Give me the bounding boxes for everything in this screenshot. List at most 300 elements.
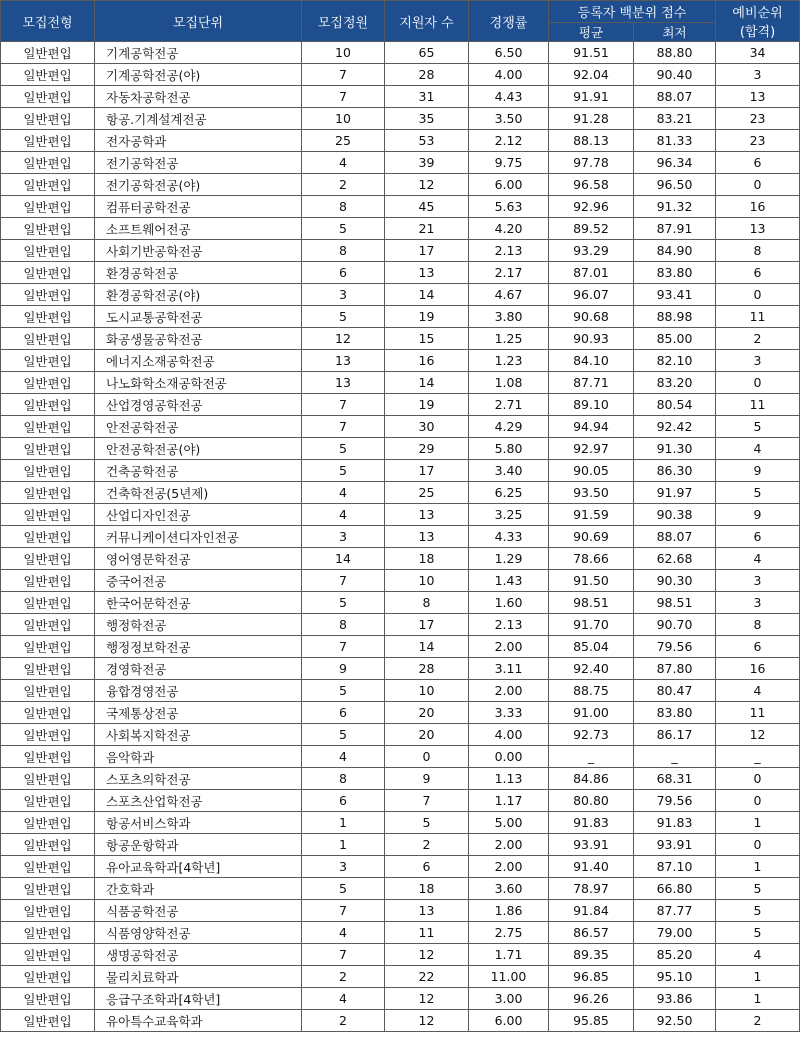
cell-ratio: 4.29 — [469, 416, 549, 438]
cell-applicants: 20 — [385, 724, 469, 746]
cell-quota: 7 — [302, 636, 385, 658]
cell-applicants: 45 — [385, 196, 469, 218]
cell-unit: 행정정보학전공 — [95, 636, 302, 658]
table-row — [1, 504, 800, 526]
cell-unit: 융합경영전공 — [95, 680, 302, 702]
cell-applicants: 17 — [385, 614, 469, 636]
cell-ratio: 3.40 — [469, 460, 549, 482]
cell-type: 일반편입 — [1, 130, 95, 152]
cell-unit: 음악학과 — [95, 746, 302, 768]
cell-avg: 92.96 — [549, 196, 634, 218]
cell-avg: _ — [549, 746, 634, 768]
table-row — [1, 372, 800, 394]
cell-ratio: 5.00 — [469, 812, 549, 834]
cell-applicants: 28 — [385, 658, 469, 680]
cell-unit: 전기공학전공 — [95, 152, 302, 174]
cell-min: 95.10 — [634, 966, 716, 988]
header-quota: 모집정원 — [302, 1, 385, 42]
cell-waitlist: 8 — [716, 614, 800, 636]
table-row — [1, 856, 800, 878]
cell-applicants: 14 — [385, 372, 469, 394]
cell-type: 일반편입 — [1, 658, 95, 680]
cell-applicants: 15 — [385, 328, 469, 350]
cell-waitlist: 9 — [716, 460, 800, 482]
table-row — [1, 526, 800, 548]
cell-applicants: 28 — [385, 64, 469, 86]
cell-quota: 6 — [302, 262, 385, 284]
cell-avg: 91.84 — [549, 900, 634, 922]
table-row — [1, 482, 800, 504]
cell-quota: 7 — [302, 86, 385, 108]
cell-ratio: 9.75 — [469, 152, 549, 174]
cell-type: 일반편입 — [1, 372, 95, 394]
cell-quota: 4 — [302, 746, 385, 768]
cell-unit: 유아특수교육학과 — [95, 1010, 302, 1032]
cell-ratio: 5.63 — [469, 196, 549, 218]
table-row — [1, 812, 800, 834]
cell-avg: 95.85 — [549, 1010, 634, 1032]
cell-applicants: 18 — [385, 878, 469, 900]
cell-waitlist: _ — [716, 746, 800, 768]
cell-waitlist: 8 — [716, 240, 800, 262]
cell-min: 82.10 — [634, 350, 716, 372]
cell-avg: 94.94 — [549, 416, 634, 438]
cell-min: 96.50 — [634, 174, 716, 196]
cell-min: 96.34 — [634, 152, 716, 174]
cell-min: 86.17 — [634, 724, 716, 746]
header-avg: 평균 — [549, 23, 634, 42]
header-min: 최저 — [634, 23, 716, 42]
cell-type: 일반편입 — [1, 548, 95, 570]
cell-min: 87.10 — [634, 856, 716, 878]
cell-ratio: 1.08 — [469, 372, 549, 394]
cell-quota: 12 — [302, 328, 385, 350]
cell-quota: 10 — [302, 42, 385, 64]
header-unit: 모집단위 — [95, 1, 302, 42]
cell-unit: 기계공학전공 — [95, 42, 302, 64]
cell-type: 일반편입 — [1, 328, 95, 350]
cell-ratio: 4.43 — [469, 86, 549, 108]
cell-quota: 8 — [302, 614, 385, 636]
cell-unit: 환경공학전공 — [95, 262, 302, 284]
cell-ratio: 0.00 — [469, 746, 549, 768]
cell-ratio: 3.50 — [469, 108, 549, 130]
cell-avg: 78.66 — [549, 548, 634, 570]
cell-applicants: 8 — [385, 592, 469, 614]
cell-quota: 3 — [302, 284, 385, 306]
table-row — [1, 152, 800, 174]
cell-ratio: 1.13 — [469, 768, 549, 790]
cell-waitlist: 11 — [716, 306, 800, 328]
cell-unit: 커뮤니케이션디자인전공 — [95, 526, 302, 548]
cell-quota: 7 — [302, 944, 385, 966]
cell-avg: 87.71 — [549, 372, 634, 394]
table-row — [1, 130, 800, 152]
cell-applicants: 35 — [385, 108, 469, 130]
cell-unit: 건축학전공(5년제) — [95, 482, 302, 504]
cell-min: 92.50 — [634, 1010, 716, 1032]
cell-unit: 에너지소재공학전공 — [95, 350, 302, 372]
cell-waitlist: 5 — [716, 922, 800, 944]
cell-waitlist: 11 — [716, 702, 800, 724]
cell-applicants: 13 — [385, 900, 469, 922]
cell-ratio: 2.13 — [469, 240, 549, 262]
table-row — [1, 306, 800, 328]
cell-avg: 91.59 — [549, 504, 634, 526]
cell-quota: 7 — [302, 416, 385, 438]
cell-unit: 항공운항학과 — [95, 834, 302, 856]
cell-min: 91.97 — [634, 482, 716, 504]
cell-applicants: 13 — [385, 262, 469, 284]
cell-quota: 1 — [302, 834, 385, 856]
table-row — [1, 878, 800, 900]
cell-ratio: 2.71 — [469, 394, 549, 416]
cell-min: 88.07 — [634, 526, 716, 548]
cell-min: 79.56 — [634, 790, 716, 812]
table-row — [1, 460, 800, 482]
cell-waitlist: 4 — [716, 548, 800, 570]
cell-waitlist: 2 — [716, 328, 800, 350]
cell-waitlist: 16 — [716, 196, 800, 218]
cell-applicants: 18 — [385, 548, 469, 570]
table-row — [1, 262, 800, 284]
cell-applicants: 14 — [385, 636, 469, 658]
cell-waitlist: 0 — [716, 284, 800, 306]
cell-waitlist: 12 — [716, 724, 800, 746]
cell-min: 62.68 — [634, 548, 716, 570]
cell-avg: 89.52 — [549, 218, 634, 240]
table-row — [1, 86, 800, 108]
cell-min: 88.98 — [634, 306, 716, 328]
cell-waitlist: 0 — [716, 790, 800, 812]
cell-unit: 식품영양학전공 — [95, 922, 302, 944]
cell-avg: 96.85 — [549, 966, 634, 988]
cell-min: 85.00 — [634, 328, 716, 350]
cell-ratio: 3.25 — [469, 504, 549, 526]
cell-type: 일반편입 — [1, 482, 95, 504]
cell-type: 일반편입 — [1, 240, 95, 262]
cell-type: 일반편입 — [1, 504, 95, 526]
cell-type: 일반편입 — [1, 108, 95, 130]
cell-avg: 92.73 — [549, 724, 634, 746]
cell-applicants: 12 — [385, 988, 469, 1010]
cell-waitlist: 23 — [716, 108, 800, 130]
cell-quota: 13 — [302, 372, 385, 394]
cell-type: 일반편입 — [1, 680, 95, 702]
cell-type: 일반편입 — [1, 196, 95, 218]
cell-type: 일반편입 — [1, 944, 95, 966]
table-row — [1, 790, 800, 812]
cell-unit: 소프트웨어전공 — [95, 218, 302, 240]
cell-quota: 8 — [302, 768, 385, 790]
cell-unit: 전기공학전공(야) — [95, 174, 302, 196]
cell-waitlist: 5 — [716, 878, 800, 900]
cell-applicants: 30 — [385, 416, 469, 438]
cell-type: 일반편입 — [1, 922, 95, 944]
cell-quota: 5 — [302, 592, 385, 614]
cell-min: 80.47 — [634, 680, 716, 702]
cell-ratio: 6.00 — [469, 1010, 549, 1032]
table-row — [1, 174, 800, 196]
cell-unit: 나노화학소재공학전공 — [95, 372, 302, 394]
table-row — [1, 350, 800, 372]
table-header — [1, 1, 800, 42]
cell-avg: 84.86 — [549, 768, 634, 790]
cell-waitlist: 0 — [716, 372, 800, 394]
cell-avg: 93.91 — [549, 834, 634, 856]
table-row — [1, 768, 800, 790]
table-row — [1, 548, 800, 570]
cell-type: 일반편입 — [1, 834, 95, 856]
cell-quota: 10 — [302, 108, 385, 130]
cell-min: 91.30 — [634, 438, 716, 460]
cell-quota: 5 — [302, 218, 385, 240]
cell-avg: 91.40 — [549, 856, 634, 878]
cell-type: 일반편입 — [1, 812, 95, 834]
table-body — [1, 42, 800, 1032]
cell-ratio: 2.13 — [469, 614, 549, 636]
cell-waitlist: 6 — [716, 636, 800, 658]
cell-waitlist: 5 — [716, 482, 800, 504]
cell-applicants: 10 — [385, 570, 469, 592]
cell-avg: 93.29 — [549, 240, 634, 262]
cell-type: 일반편입 — [1, 966, 95, 988]
table-row — [1, 328, 800, 350]
cell-avg: 89.10 — [549, 394, 634, 416]
cell-waitlist: 5 — [716, 900, 800, 922]
cell-avg: 92.04 — [549, 64, 634, 86]
cell-type: 일반편입 — [1, 306, 95, 328]
cell-applicants: 20 — [385, 702, 469, 724]
cell-avg: 90.93 — [549, 328, 634, 350]
cell-quota: 5 — [302, 460, 385, 482]
table-row — [1, 196, 800, 218]
cell-type: 일반편입 — [1, 152, 95, 174]
cell-applicants: 7 — [385, 790, 469, 812]
cell-avg: 88.75 — [549, 680, 634, 702]
header-waitlist — [716, 1, 800, 42]
cell-waitlist: 6 — [716, 526, 800, 548]
cell-min: 90.38 — [634, 504, 716, 526]
cell-min: _ — [634, 746, 716, 768]
cell-quota: 14 — [302, 548, 385, 570]
cell-waitlist: 3 — [716, 64, 800, 86]
cell-quota: 2 — [302, 1010, 385, 1032]
cell-type: 일반편입 — [1, 42, 95, 64]
cell-waitlist: 13 — [716, 86, 800, 108]
cell-avg: 91.83 — [549, 812, 634, 834]
cell-avg: 96.26 — [549, 988, 634, 1010]
cell-ratio: 4.20 — [469, 218, 549, 240]
table-row — [1, 570, 800, 592]
cell-ratio: 4.00 — [469, 724, 549, 746]
cell-min: 92.42 — [634, 416, 716, 438]
cell-ratio: 1.60 — [469, 592, 549, 614]
cell-type: 일반편입 — [1, 724, 95, 746]
cell-min: 88.07 — [634, 86, 716, 108]
cell-unit: 경영학전공 — [95, 658, 302, 680]
cell-waitlist: 0 — [716, 174, 800, 196]
cell-type: 일반편입 — [1, 438, 95, 460]
cell-min: 90.70 — [634, 614, 716, 636]
table-row — [1, 900, 800, 922]
table-row — [1, 702, 800, 724]
cell-quota: 4 — [302, 988, 385, 1010]
cell-avg: 90.69 — [549, 526, 634, 548]
cell-avg: 91.51 — [549, 42, 634, 64]
table-row — [1, 724, 800, 746]
table-row — [1, 944, 800, 966]
cell-quota: 4 — [302, 922, 385, 944]
cell-unit: 식품공학전공 — [95, 900, 302, 922]
cell-avg: 85.04 — [549, 636, 634, 658]
table-row — [1, 636, 800, 658]
cell-ratio: 6.00 — [469, 174, 549, 196]
cell-ratio: 2.75 — [469, 922, 549, 944]
cell-type: 일반편입 — [1, 856, 95, 878]
cell-applicants: 17 — [385, 460, 469, 482]
table-row — [1, 1010, 800, 1032]
cell-ratio: 3.11 — [469, 658, 549, 680]
cell-quota: 2 — [302, 966, 385, 988]
cell-quota: 8 — [302, 196, 385, 218]
cell-ratio: 3.60 — [469, 878, 549, 900]
cell-type: 일반편입 — [1, 460, 95, 482]
cell-avg: 88.13 — [549, 130, 634, 152]
cell-applicants: 10 — [385, 680, 469, 702]
cell-min: 90.30 — [634, 570, 716, 592]
cell-min: 86.30 — [634, 460, 716, 482]
cell-ratio: 1.71 — [469, 944, 549, 966]
cell-waitlist: 4 — [716, 438, 800, 460]
cell-type: 일반편입 — [1, 768, 95, 790]
cell-quota: 4 — [302, 482, 385, 504]
cell-applicants: 22 — [385, 966, 469, 988]
cell-min: 91.83 — [634, 812, 716, 834]
cell-waitlist: 11 — [716, 394, 800, 416]
cell-applicants: 12 — [385, 1010, 469, 1032]
cell-waitlist: 0 — [716, 768, 800, 790]
cell-unit: 간호학과 — [95, 878, 302, 900]
cell-unit: 한국어문학전공 — [95, 592, 302, 614]
cell-avg: 86.57 — [549, 922, 634, 944]
cell-waitlist: 5 — [716, 416, 800, 438]
cell-type: 일반편입 — [1, 988, 95, 1010]
cell-unit: 생명공학전공 — [95, 944, 302, 966]
cell-applicants: 13 — [385, 504, 469, 526]
cell-ratio: 1.43 — [469, 570, 549, 592]
table-row — [1, 658, 800, 680]
cell-waitlist: 6 — [716, 262, 800, 284]
cell-ratio: 4.67 — [469, 284, 549, 306]
table-row — [1, 108, 800, 130]
table-row — [1, 966, 800, 988]
table-row — [1, 746, 800, 768]
cell-type: 일반편입 — [1, 350, 95, 372]
cell-quota: 13 — [302, 350, 385, 372]
cell-applicants: 53 — [385, 130, 469, 152]
cell-avg: 98.51 — [549, 592, 634, 614]
table-row — [1, 394, 800, 416]
cell-quota: 7 — [302, 394, 385, 416]
cell-quota: 7 — [302, 900, 385, 922]
cell-min: 83.80 — [634, 262, 716, 284]
cell-min: 85.20 — [634, 944, 716, 966]
header-score-group: 등록자 백분위 점수 — [549, 1, 716, 23]
cell-quota: 5 — [302, 878, 385, 900]
cell-min: 68.31 — [634, 768, 716, 790]
header-applicants: 지원자 수 — [385, 1, 469, 42]
cell-ratio: 2.12 — [469, 130, 549, 152]
cell-applicants: 29 — [385, 438, 469, 460]
cell-min: 87.80 — [634, 658, 716, 680]
cell-quota: 8 — [302, 240, 385, 262]
table-row — [1, 218, 800, 240]
cell-type: 일반편입 — [1, 174, 95, 196]
cell-ratio: 2.00 — [469, 680, 549, 702]
cell-ratio: 11.00 — [469, 966, 549, 988]
cell-quota: 4 — [302, 504, 385, 526]
cell-unit: 자동차공학전공 — [95, 86, 302, 108]
cell-min: 83.20 — [634, 372, 716, 394]
cell-ratio: 3.33 — [469, 702, 549, 724]
cell-waitlist: 23 — [716, 130, 800, 152]
cell-applicants: 14 — [385, 284, 469, 306]
cell-applicants: 25 — [385, 482, 469, 504]
cell-waitlist: 3 — [716, 592, 800, 614]
cell-avg: 93.50 — [549, 482, 634, 504]
cell-unit: 화공생물공학전공 — [95, 328, 302, 350]
cell-applicants: 31 — [385, 86, 469, 108]
cell-unit: 항공.기계설계전공 — [95, 108, 302, 130]
cell-unit: 산업경영공학전공 — [95, 394, 302, 416]
cell-ratio: 2.00 — [469, 856, 549, 878]
cell-quota: 3 — [302, 856, 385, 878]
cell-waitlist: 16 — [716, 658, 800, 680]
cell-min: 87.77 — [634, 900, 716, 922]
cell-unit: 행정학전공 — [95, 614, 302, 636]
cell-min: 93.86 — [634, 988, 716, 1010]
cell-min: 93.41 — [634, 284, 716, 306]
cell-unit: 환경공학전공(야) — [95, 284, 302, 306]
cell-min: 91.32 — [634, 196, 716, 218]
cell-avg: 84.10 — [549, 350, 634, 372]
cell-unit: 전자공학과 — [95, 130, 302, 152]
header-waitlist-line2: (합격) — [739, 25, 776, 40]
cell-unit: 사회복지학전공 — [95, 724, 302, 746]
table-row — [1, 64, 800, 86]
cell-unit: 스포츠의학전공 — [95, 768, 302, 790]
cell-applicants: 13 — [385, 526, 469, 548]
table-row — [1, 240, 800, 262]
cell-applicants: 17 — [385, 240, 469, 262]
cell-waitlist: 3 — [716, 570, 800, 592]
cell-ratio: 4.00 — [469, 64, 549, 86]
cell-quota: 5 — [302, 680, 385, 702]
cell-min: 98.51 — [634, 592, 716, 614]
cell-waitlist: 2 — [716, 1010, 800, 1032]
cell-ratio: 3.00 — [469, 988, 549, 1010]
cell-applicants: 19 — [385, 306, 469, 328]
cell-quota: 3 — [302, 526, 385, 548]
cell-unit: 유아교육학과[4학년] — [95, 856, 302, 878]
cell-applicants: 12 — [385, 944, 469, 966]
cell-type: 일반편입 — [1, 790, 95, 812]
cell-ratio: 1.29 — [469, 548, 549, 570]
cell-ratio: 1.17 — [469, 790, 549, 812]
cell-avg: 91.70 — [549, 614, 634, 636]
cell-applicants: 11 — [385, 922, 469, 944]
